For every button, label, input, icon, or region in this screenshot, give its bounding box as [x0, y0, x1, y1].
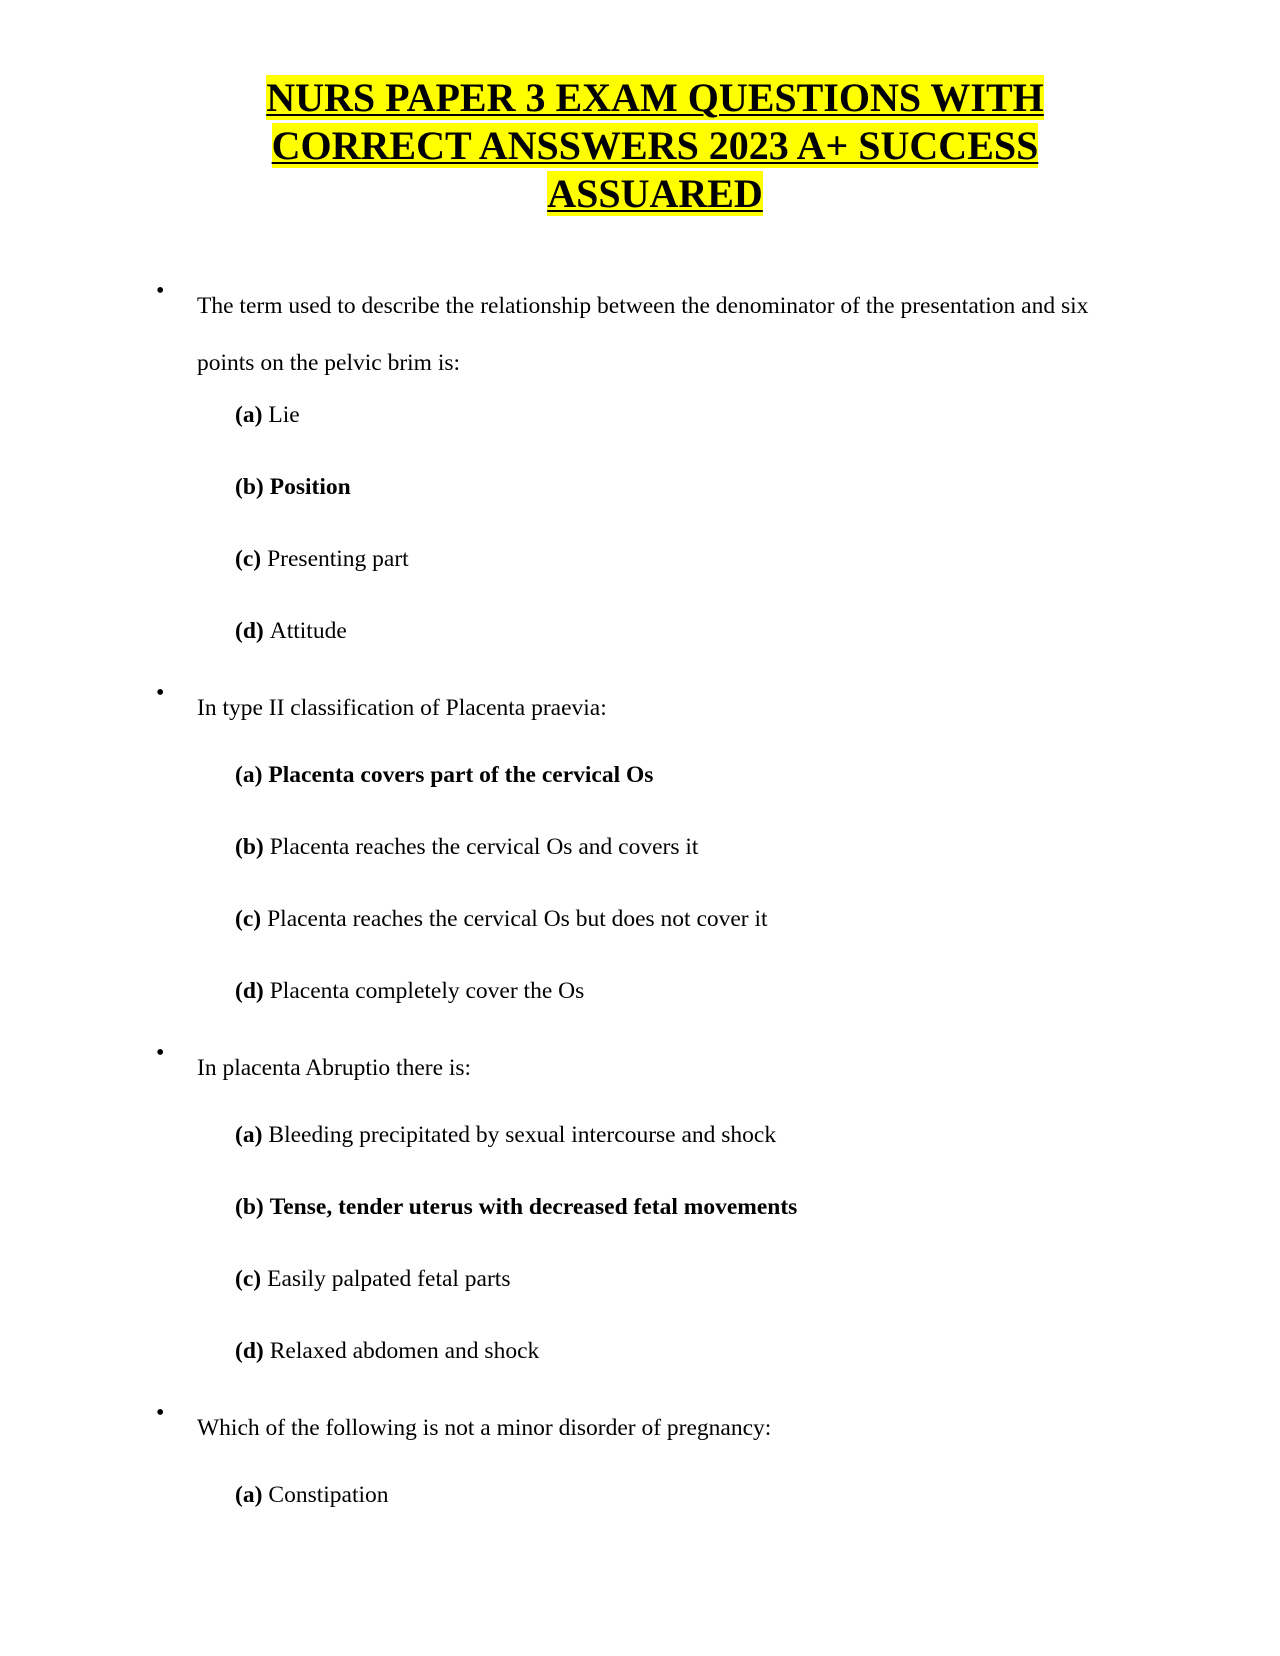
question-2-option-d: [235, 976, 584, 1006]
bullet-marker: •: [156, 278, 165, 304]
question-2-option-c: [235, 904, 768, 934]
question-4-option-a: [235, 1480, 389, 1510]
bullet-marker: •: [156, 1040, 165, 1066]
option-letter: (c): [235, 1266, 262, 1292]
option-letter: (c): [235, 906, 262, 932]
option-text: Constipation: [268, 1482, 389, 1508]
title-line-1: NURS PAPER 3 EXAM QUESTIONS WITH: [266, 75, 1044, 120]
option-text: Placenta covers part of the cervical Os: [268, 762, 654, 788]
document-title: [150, 74, 1160, 218]
option-text: Bleeding precipitated by sexual intercourse and shock: [268, 1122, 777, 1148]
question-1-text: The term used to describe the relationship between the denominator of the presentation and six points on the pelvic brim is:: [197, 293, 1089, 376]
option-text: Presenting part: [267, 546, 409, 572]
title-line-2: CORRECT ANSSWERS 2023 A+ SUCCESS: [271, 123, 1039, 168]
question-3-text: In placenta Abruptio there is:: [197, 1055, 472, 1081]
question-3-option-d: [235, 1336, 539, 1366]
option-text: Attitude: [269, 618, 347, 644]
option-text: Position: [269, 474, 351, 500]
option-letter: (a): [235, 762, 263, 788]
option-text: Easily palpated fetal parts: [267, 1266, 511, 1292]
option-letter: (d): [235, 978, 264, 1004]
option-letter: (b): [235, 834, 264, 860]
option-letter: (b): [235, 474, 264, 500]
title-line-3: ASSUARED: [547, 171, 763, 216]
question-1-option-c: [235, 544, 409, 574]
question-4-text: Which of the following is not a minor disorder of pregnancy:: [197, 1415, 772, 1441]
option-letter: (a): [235, 402, 263, 428]
option-letter: (a): [235, 1482, 263, 1508]
option-letter: (d): [235, 618, 264, 644]
bullet-marker: •: [156, 680, 165, 706]
question-2-option-b: [235, 832, 698, 862]
option-letter: (d): [235, 1338, 264, 1364]
question-2-option-a: [235, 760, 653, 790]
option-text: Placenta reaches the cervical Os and covers it: [269, 834, 699, 860]
option-letter: (c): [235, 546, 262, 572]
bullet-marker: •: [156, 1400, 165, 1426]
question-1-option-d: [235, 616, 347, 646]
question-1-option-b: [235, 472, 351, 502]
option-letter: (a): [235, 1122, 263, 1148]
question-3-option-c: [235, 1264, 510, 1294]
option-text: Placenta completely cover the Os: [269, 978, 585, 1004]
option-text: Tense, tender uterus with decreased fetal movements: [269, 1194, 798, 1220]
question-2-text: In type II classification of Placenta praevia:: [197, 695, 607, 721]
option-text: Relaxed abdomen and shock: [269, 1338, 540, 1364]
question-3-option-b: [235, 1192, 797, 1222]
option-text: Placenta reaches the cervical Os but does not cover it: [267, 906, 768, 932]
option-text: Lie: [268, 402, 300, 428]
question-1-option-a: [235, 400, 300, 430]
question-3-option-a: [235, 1120, 776, 1150]
option-letter: (b): [235, 1194, 264, 1220]
